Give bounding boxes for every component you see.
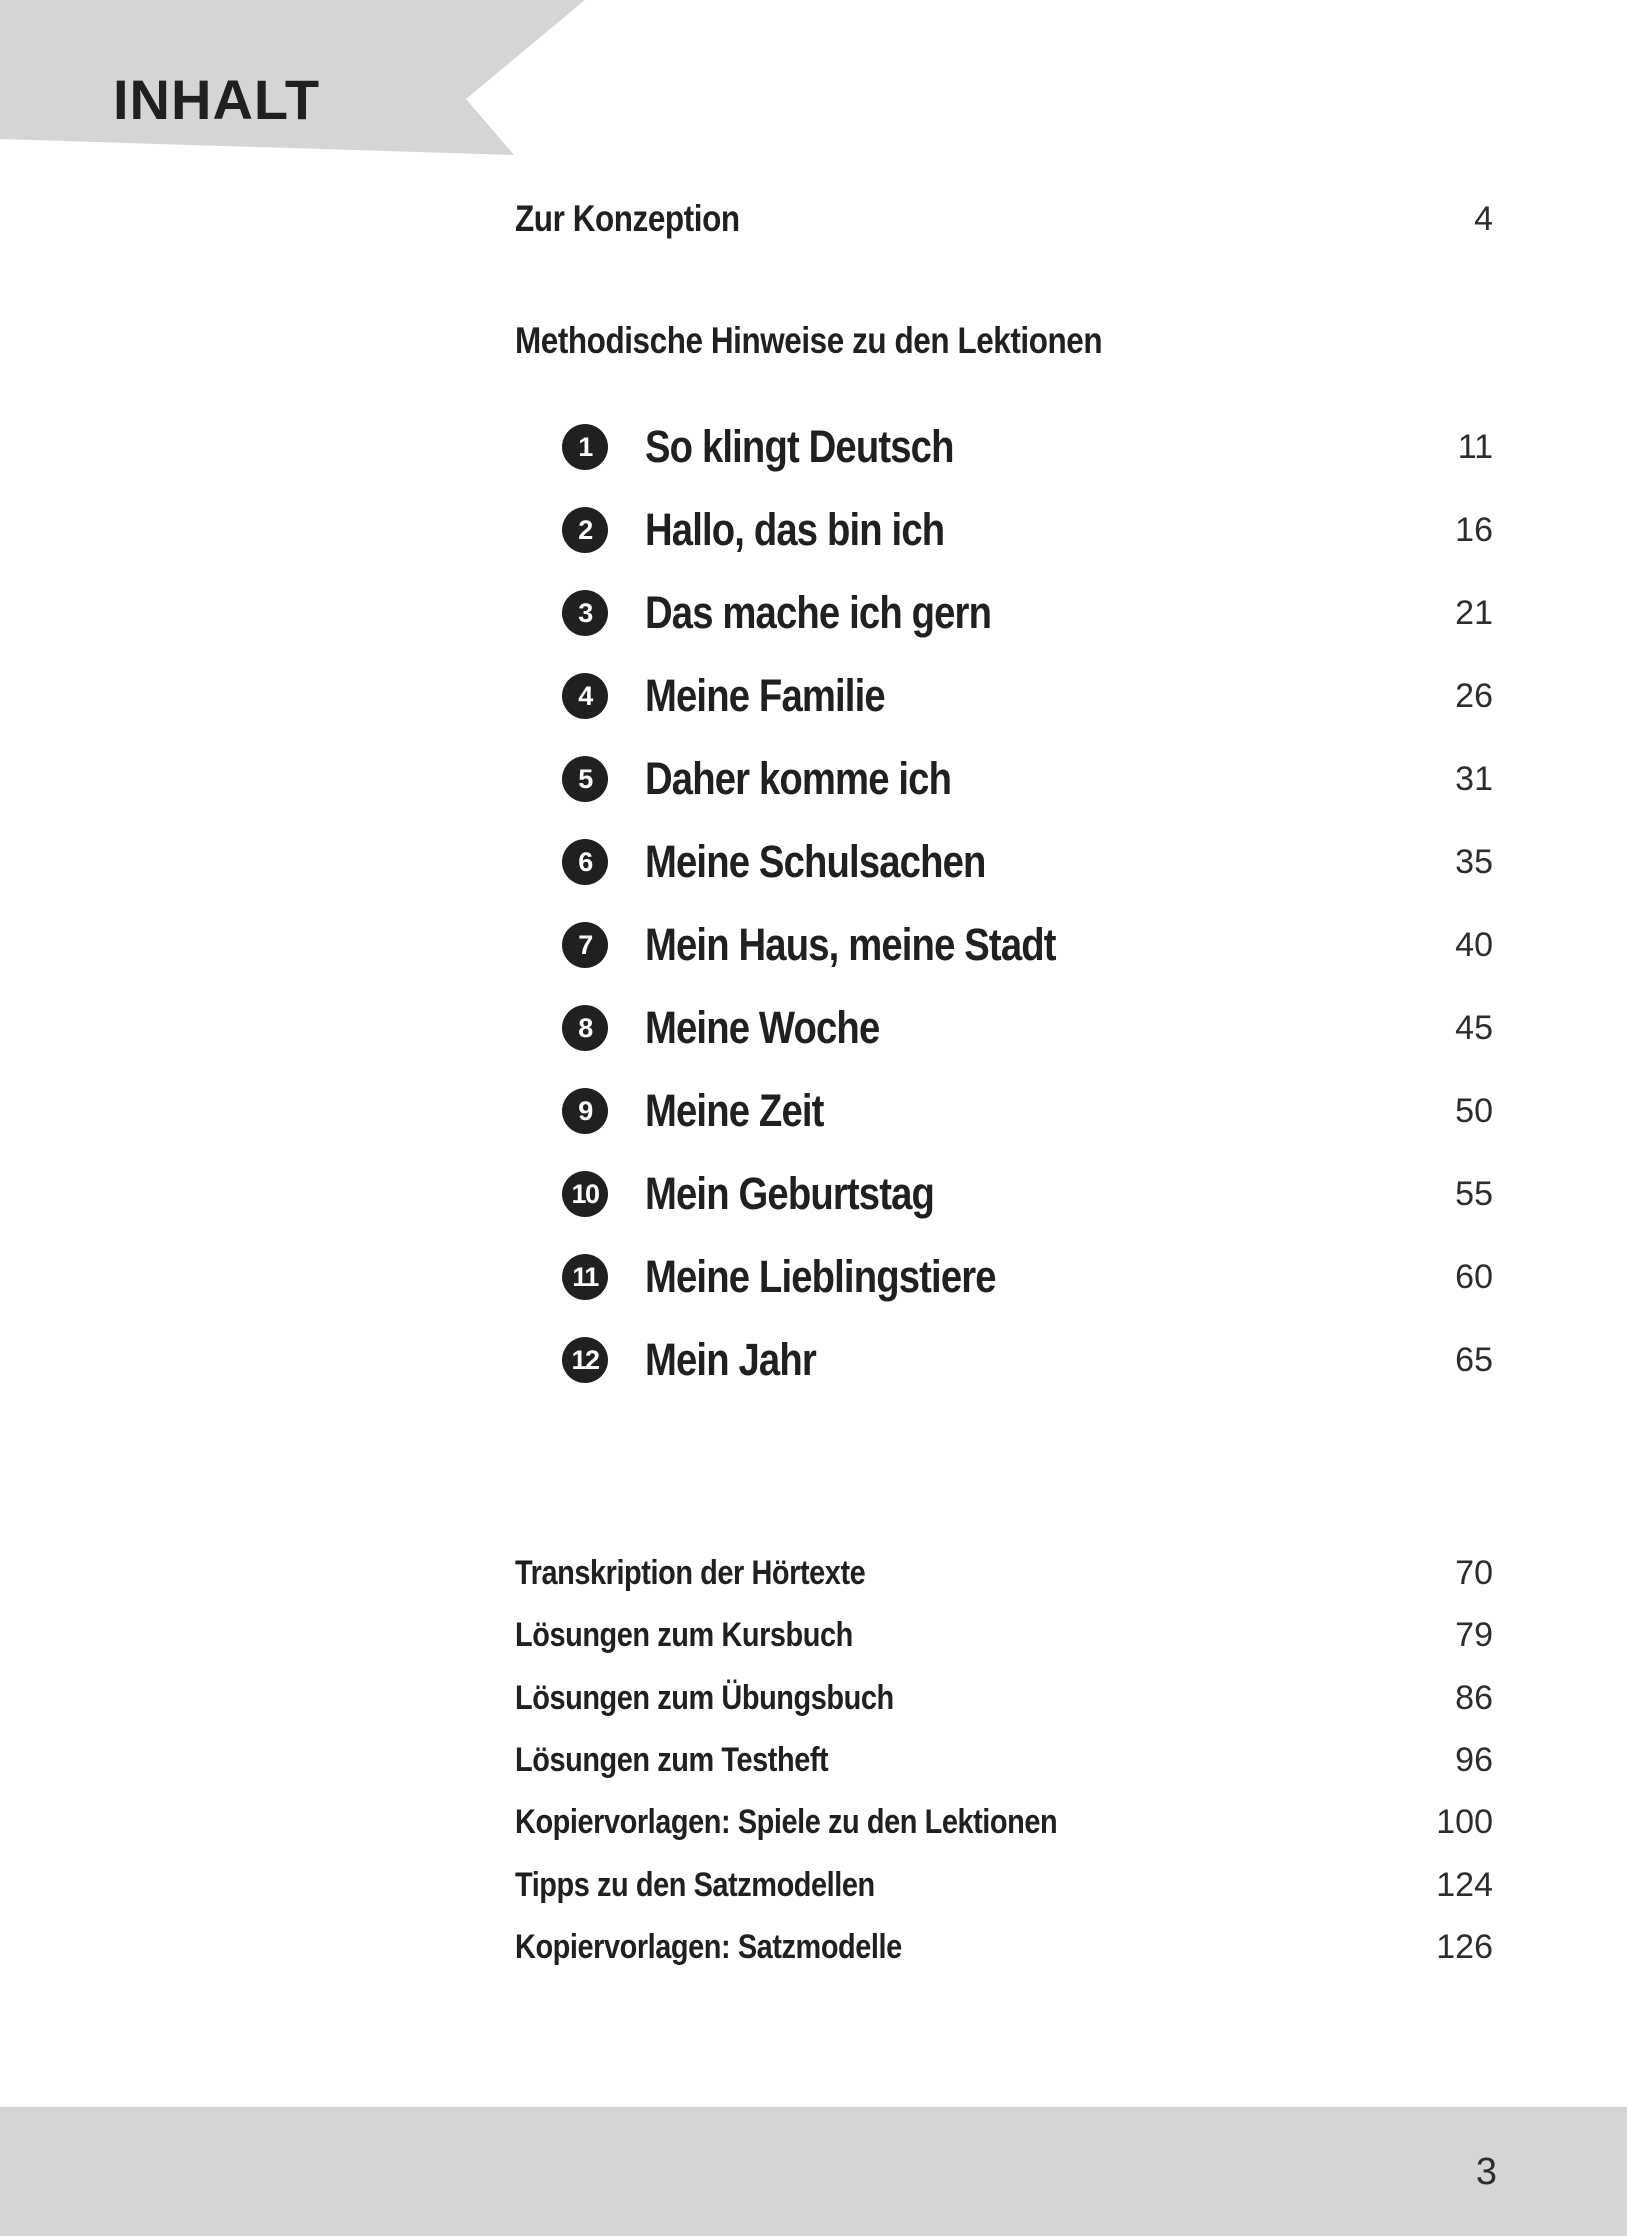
- toc-section-heading-row: [515, 319, 1493, 363]
- toc-row-appendix: [515, 1738, 1493, 1782]
- toc-entry-page-number: 96: [1455, 1740, 1493, 1779]
- toc-entry-label: Lösungen zum Testheft: [515, 1740, 829, 1779]
- lesson-title: Das mache ich gern: [645, 587, 992, 638]
- toc-entry-page-number: 126: [1436, 1927, 1493, 1966]
- toc-row-appendix: [515, 1863, 1493, 1907]
- toc-row-appendix: [515, 1800, 1493, 1844]
- toc-lesson-row: [562, 1000, 1493, 1056]
- lesson-title: Mein Jahr: [645, 1334, 816, 1385]
- lesson-number-badge: [562, 424, 608, 470]
- toc-row-appendix: [515, 1551, 1493, 1595]
- lesson-title: Meine Familie: [645, 670, 885, 721]
- lesson-page-number: 26: [1455, 676, 1493, 715]
- lesson-page-number: 45: [1455, 1008, 1493, 1047]
- lesson-number: 9: [578, 1095, 592, 1126]
- lesson-page-number: 16: [1455, 510, 1493, 549]
- toc-entry-label: Lösungen zum Kursbuch: [515, 1615, 853, 1654]
- lesson-number-badge: [562, 922, 608, 968]
- lesson-number-badge: [562, 756, 608, 802]
- toc-lesson-row: [562, 751, 1493, 807]
- toc-row-intro: [515, 197, 1493, 241]
- toc-entry-page-number: 100: [1436, 1802, 1493, 1841]
- lesson-number-badge: [562, 1254, 608, 1300]
- lesson-page-number: 50: [1455, 1091, 1493, 1130]
- toc-entry-page-number: 124: [1436, 1865, 1493, 1904]
- lesson-title: Mein Haus, meine Stadt: [645, 919, 1056, 970]
- lesson-number-badge: [562, 1171, 608, 1217]
- lesson-title: Meine Zeit: [645, 1085, 824, 1136]
- toc-lesson-row: [562, 1332, 1493, 1388]
- lesson-page-number: 11: [1457, 427, 1493, 466]
- lesson-number: 12: [571, 1344, 599, 1375]
- lesson-number-badge: [562, 590, 608, 636]
- toc-entry-label: Tipps zu den Satzmodellen: [515, 1865, 875, 1904]
- toc-entry-page-number: 4: [1474, 199, 1493, 238]
- toc-entry-page-number: 79: [1455, 1615, 1493, 1654]
- lesson-number: 6: [578, 846, 592, 877]
- lesson-number-badge: [562, 1088, 608, 1134]
- lesson-page-number: 35: [1455, 842, 1493, 881]
- toc-lesson-row: [562, 502, 1493, 558]
- toc-row-appendix: [515, 1676, 1493, 1720]
- toc-lesson-row: [562, 1083, 1493, 1139]
- lesson-number-badge: [562, 673, 608, 719]
- lesson-number: 8: [578, 1012, 592, 1043]
- lesson-number: 2: [578, 514, 592, 545]
- toc-row-appendix: [515, 1925, 1493, 1969]
- lesson-page-number: 31: [1455, 759, 1493, 798]
- lesson-number-badge: [562, 1005, 608, 1051]
- toc-entry-label: Lösungen zum Übungsbuch: [515, 1678, 894, 1717]
- lesson-number-badge: [562, 507, 608, 553]
- page-title: INHALT: [113, 68, 321, 131]
- footer-page-number: 3: [1475, 2151, 1497, 2193]
- lesson-number: 11: [572, 1261, 598, 1292]
- toc-row-appendix: [515, 1613, 1493, 1657]
- toc-entry-page-number: 70: [1455, 1553, 1493, 1592]
- lesson-page-number: 65: [1455, 1340, 1493, 1379]
- toc-lesson-row: [562, 668, 1493, 724]
- lesson-title: Hallo, das bin ich: [645, 504, 945, 555]
- lesson-number: 7: [578, 929, 592, 960]
- lesson-number: 1: [578, 431, 592, 462]
- toc-lesson-row: [562, 834, 1493, 890]
- lesson-title: Meine Woche: [645, 1002, 880, 1053]
- lesson-page-number: 55: [1455, 1174, 1493, 1213]
- toc-lesson-row: [562, 1166, 1493, 1222]
- toc-lesson-row: [562, 419, 1493, 475]
- toc-entry-label: Kopiervorlagen: Spiele zu den Lektionen: [515, 1802, 1058, 1841]
- lesson-number: 10: [571, 1178, 599, 1209]
- section-heading: Methodische Hinweise zu den Lektionen: [515, 320, 1103, 361]
- lesson-page-number: 60: [1455, 1257, 1493, 1296]
- lesson-title: Mein Geburtstag: [645, 1168, 935, 1219]
- lesson-page-number: 21: [1455, 593, 1493, 632]
- toc-entry-label: Zur Konzeption: [515, 198, 740, 239]
- toc-entry-label: Transkription der Hörtexte: [515, 1553, 866, 1592]
- toc-entry-page-number: 86: [1455, 1678, 1493, 1717]
- lesson-number-badge: [562, 839, 608, 885]
- lesson-number: 5: [578, 763, 592, 794]
- lesson-title: So klingt Deutsch: [645, 421, 954, 472]
- toc-lesson-row: [562, 917, 1493, 973]
- lesson-number-badge: [562, 1337, 608, 1383]
- lesson-title: Meine Schulsachen: [645, 836, 986, 887]
- toc-lesson-row: [562, 585, 1493, 641]
- lesson-title: Daher komme ich: [645, 753, 952, 804]
- footer-band: [0, 2107, 1627, 2236]
- lesson-page-number: 40: [1455, 925, 1493, 964]
- lesson-title: Meine Lieblingstiere: [645, 1251, 996, 1302]
- lesson-number: 4: [578, 680, 592, 711]
- toc-entry-label: Kopiervorlagen: Satzmodelle: [515, 1927, 902, 1966]
- toc-lesson-row: [562, 1249, 1493, 1305]
- lesson-number: 3: [578, 597, 592, 628]
